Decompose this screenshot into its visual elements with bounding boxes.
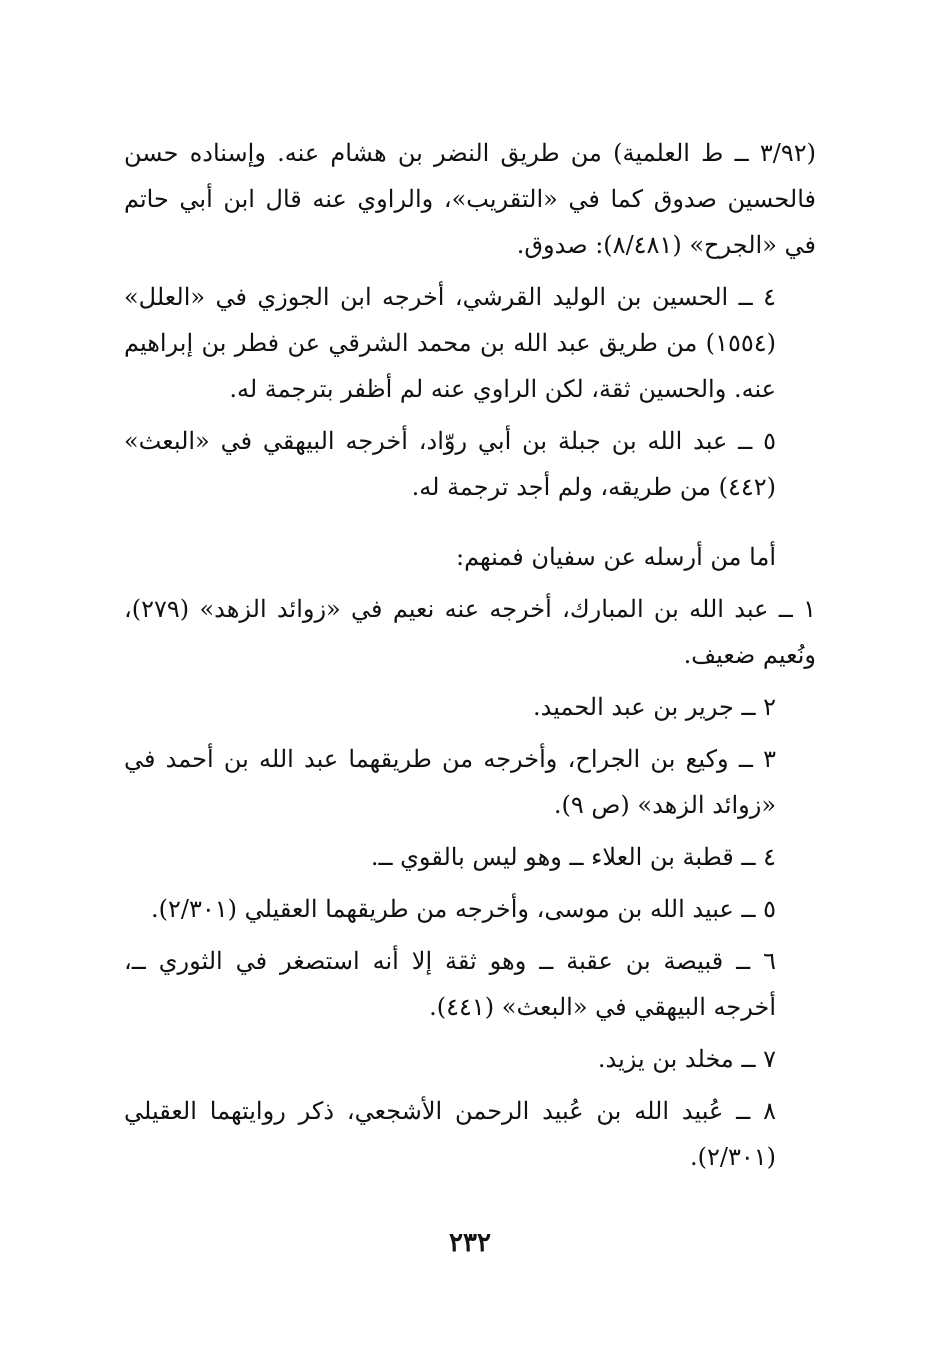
page-body xyxy=(124,130,816,1180)
list-item-4: ٤ ــ قطبة بن العلاء ــ وهو ليس بالقوي ــ. xyxy=(370,843,776,871)
list-item-7: ٧ ــ مخلد بن يزيد. xyxy=(597,1045,776,1073)
list-item-2: ٢ ــ جرير بن عبد الحميد. xyxy=(532,693,776,721)
list-item-5: ٥ ــ عبيد الله بن موسى، وأخرجه من طريقهما العقيلي (٢/٣٠١). xyxy=(151,895,776,923)
paragraph-item-4-husayn: ٤ ــ الحسين بن الوليد القرشي، أخرجه ابن الجوزي في «العلل» (١٥٥٤) من طريق عبد الله بن محمد الشرقي عن فطر بن إبراهيم عنه. والحسين ثقة، لكن الراوي عنه لم أظفر بترجمة له. xyxy=(124,283,776,403)
paragraph-item-5-abdallah: ٥ ــ عبد الله بن جبلة بن أبي روّاد، أخرجه البيهقي في «البعث» (٤٤٢) من طريقه، ولم أجد ترجمة له. xyxy=(124,427,776,501)
list-item-1: ١ ــ عبد الله بن المبارك، أخرجه عنه نعيم في «زوائد الزهد» (٢٧٩)، ونُعيم ضعيف. xyxy=(124,595,816,669)
page-number: ٢٣٢ xyxy=(449,1228,491,1258)
list-item-3: ٣ ــ وكيع بن الجراح، وأخرجه من طريقهما عبد الله بن أحمد في «زوائد الزهد» (ص ٩). xyxy=(124,745,776,819)
list-item-8: ٨ ــ عُبيد الله بن عُبيد الرحمن الأشجعي، ذكر روايتهما العقيلي (٢/٣٠١). xyxy=(124,1097,776,1171)
list-item-6: ٦ ــ قبيصة بن عقبة ــ وهو ثقة إلا أنه استصغر في الثوري ــ، أخرجه البيهقي في «البعث» (٤٤١). xyxy=(124,947,776,1021)
paragraph-mursal-intro: أما من أرسله عن سفيان فمنهم: xyxy=(455,543,776,571)
paragraph-continuation: (٣/٩٢ ــ ط العلمية) من طريق النضر بن هشام عنه. وإسناده حسن فالحسين صدوق كما في «التقريب»، والراوي عنه قال ابن أبي حاتم في «الجرح» (٨/٤٨١): صدوق. xyxy=(124,139,816,259)
